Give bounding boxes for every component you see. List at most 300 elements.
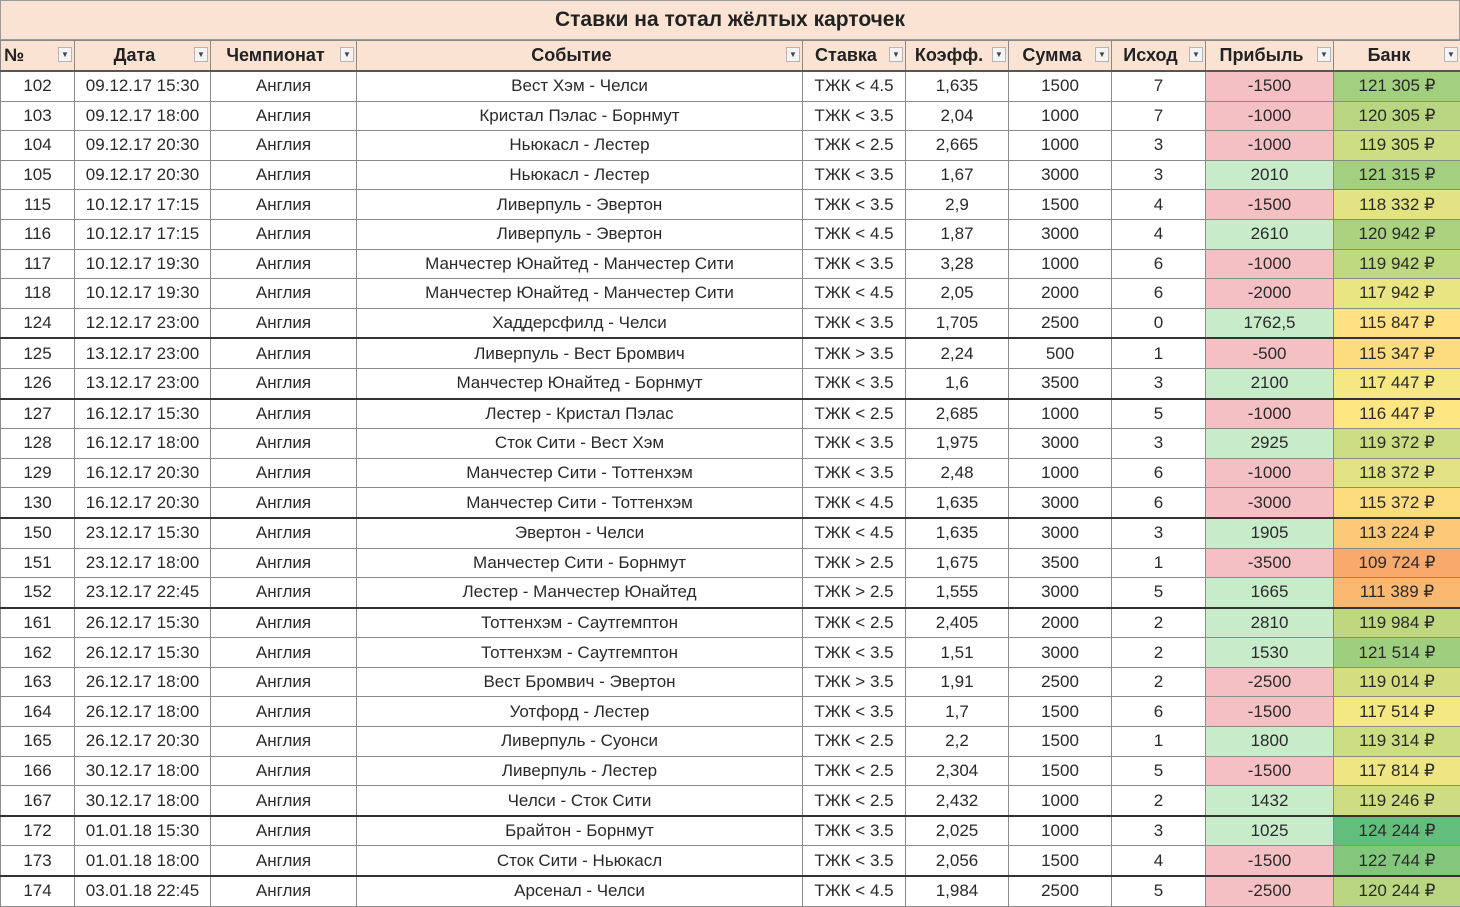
cell-stake[interactable]: 2500 bbox=[1009, 308, 1112, 338]
cell-odds[interactable]: 1,675 bbox=[906, 548, 1009, 578]
cell-event[interactable]: Лестер - Манчестер Юнайтед bbox=[357, 578, 803, 608]
cell-league[interactable]: Англия bbox=[211, 308, 357, 338]
cell-profit[interactable]: -1000 bbox=[1206, 101, 1334, 131]
cell-odds[interactable]: 1,705 bbox=[906, 308, 1009, 338]
cell-league[interactable]: Англия bbox=[211, 756, 357, 786]
cell-result[interactable]: 0 bbox=[1112, 308, 1206, 338]
table-row[interactable] bbox=[1, 727, 1460, 757]
cell-odds[interactable]: 2,304 bbox=[906, 756, 1009, 786]
cell-no[interactable]: 166 bbox=[1, 756, 75, 786]
cell-stake[interactable]: 1000 bbox=[1009, 101, 1112, 131]
cell-event[interactable]: Манчестер Сити - Тоттенхэм bbox=[357, 458, 803, 488]
cell-bet[interactable]: ТЖК < 4.5 bbox=[803, 279, 906, 309]
cell-league[interactable]: Англия bbox=[211, 368, 357, 398]
cell-bet[interactable]: ТЖК < 3.5 bbox=[803, 160, 906, 190]
cell-date[interactable]: 01.01.18 15:30 bbox=[75, 816, 211, 846]
cell-profit[interactable]: -1000 bbox=[1206, 399, 1334, 429]
cell-no[interactable]: 128 bbox=[1, 429, 75, 459]
cell-no[interactable]: 102 bbox=[1, 71, 75, 101]
cell-date[interactable]: 16.12.17 18:00 bbox=[75, 429, 211, 459]
cell-event[interactable]: Эвертон - Челси bbox=[357, 518, 803, 548]
cell-no[interactable]: 162 bbox=[1, 638, 75, 668]
cell-result[interactable]: 2 bbox=[1112, 786, 1206, 816]
cell-stake[interactable]: 3000 bbox=[1009, 638, 1112, 668]
cell-bank[interactable]: 119 984 ₽ bbox=[1334, 608, 1460, 638]
cell-bank[interactable]: 115 372 ₽ bbox=[1334, 488, 1460, 518]
cell-result[interactable]: 6 bbox=[1112, 249, 1206, 279]
table-row[interactable] bbox=[1, 638, 1460, 668]
cell-event[interactable]: Манчестер Юнайтед - Манчестер Сити bbox=[357, 279, 803, 309]
cell-event[interactable]: Тоттенхэм - Саутгемптон bbox=[357, 608, 803, 638]
cell-odds[interactable]: 1,555 bbox=[906, 578, 1009, 608]
cell-no[interactable]: 115 bbox=[1, 190, 75, 220]
column-header-bank[interactable]: Банк ▼ bbox=[1334, 41, 1460, 72]
table-row[interactable] bbox=[1, 279, 1460, 309]
cell-profit[interactable]: -2500 bbox=[1206, 667, 1334, 697]
cell-no[interactable]: 125 bbox=[1, 338, 75, 368]
cell-bank[interactable]: 120 942 ₽ bbox=[1334, 219, 1460, 249]
cell-bank[interactable]: 117 514 ₽ bbox=[1334, 697, 1460, 727]
table-row[interactable] bbox=[1, 458, 1460, 488]
cell-odds[interactable]: 2,48 bbox=[906, 458, 1009, 488]
table-row[interactable] bbox=[1, 190, 1460, 220]
table-row[interactable] bbox=[1, 488, 1460, 518]
cell-bank[interactable]: 119 314 ₽ bbox=[1334, 727, 1460, 757]
table-row[interactable] bbox=[1, 816, 1460, 846]
cell-odds[interactable]: 1,635 bbox=[906, 488, 1009, 518]
cell-bank[interactable]: 119 246 ₽ bbox=[1334, 786, 1460, 816]
cell-stake[interactable]: 1000 bbox=[1009, 249, 1112, 279]
table-row[interactable] bbox=[1, 548, 1460, 578]
table-row[interactable] bbox=[1, 608, 1460, 638]
cell-league[interactable]: Англия bbox=[211, 488, 357, 518]
cell-profit[interactable]: -1500 bbox=[1206, 756, 1334, 786]
cell-league[interactable]: Англия bbox=[211, 429, 357, 459]
cell-league[interactable]: Англия bbox=[211, 101, 357, 131]
cell-league[interactable]: Англия bbox=[211, 608, 357, 638]
cell-odds[interactable]: 2,05 bbox=[906, 279, 1009, 309]
cell-no[interactable]: 152 bbox=[1, 578, 75, 608]
cell-bank[interactable]: 117 942 ₽ bbox=[1334, 279, 1460, 309]
cell-profit[interactable]: 1762,5 bbox=[1206, 308, 1334, 338]
table-row[interactable] bbox=[1, 308, 1460, 338]
dropdown-arrow-icon[interactable]: ▼ bbox=[992, 47, 1006, 62]
cell-odds[interactable]: 1,6 bbox=[906, 368, 1009, 398]
cell-event[interactable]: Манчестер Юнайтед - Манчестер Сити bbox=[357, 249, 803, 279]
dropdown-arrow-icon[interactable]: ▼ bbox=[194, 47, 208, 62]
cell-stake[interactable]: 1000 bbox=[1009, 131, 1112, 161]
cell-league[interactable]: Англия bbox=[211, 846, 357, 876]
cell-bank[interactable]: 121 514 ₽ bbox=[1334, 638, 1460, 668]
cell-no[interactable]: 124 bbox=[1, 308, 75, 338]
cell-profit[interactable]: 1800 bbox=[1206, 727, 1334, 757]
table-row[interactable] bbox=[1, 876, 1460, 906]
cell-no[interactable]: 151 bbox=[1, 548, 75, 578]
cell-bank[interactable]: 124 244 ₽ bbox=[1334, 816, 1460, 846]
cell-profit[interactable]: -1000 bbox=[1206, 131, 1334, 161]
cell-result[interactable]: 3 bbox=[1112, 131, 1206, 161]
cell-no[interactable]: 103 bbox=[1, 101, 75, 131]
cell-stake[interactable]: 1500 bbox=[1009, 846, 1112, 876]
cell-league[interactable]: Англия bbox=[211, 667, 357, 697]
cell-event[interactable]: Сток Сити - Вест Хэм bbox=[357, 429, 803, 459]
cell-odds[interactable]: 1,635 bbox=[906, 71, 1009, 101]
cell-stake[interactable]: 3000 bbox=[1009, 518, 1112, 548]
cell-date[interactable]: 16.12.17 20:30 bbox=[75, 488, 211, 518]
cell-result[interactable]: 3 bbox=[1112, 429, 1206, 459]
cell-bank[interactable]: 117 814 ₽ bbox=[1334, 756, 1460, 786]
cell-stake[interactable]: 1500 bbox=[1009, 727, 1112, 757]
cell-profit[interactable]: -500 bbox=[1206, 338, 1334, 368]
cell-profit[interactable]: -2000 bbox=[1206, 279, 1334, 309]
table-row[interactable] bbox=[1, 160, 1460, 190]
cell-result[interactable]: 4 bbox=[1112, 846, 1206, 876]
cell-event[interactable]: Манчестер Сити - Борнмут bbox=[357, 548, 803, 578]
column-header-profit[interactable]: Прибыль ▼ bbox=[1206, 41, 1334, 72]
cell-bet[interactable]: ТЖК < 3.5 bbox=[803, 190, 906, 220]
cell-result[interactable]: 7 bbox=[1112, 101, 1206, 131]
cell-profit[interactable]: 1025 bbox=[1206, 816, 1334, 846]
cell-league[interactable]: Англия bbox=[211, 638, 357, 668]
cell-date[interactable]: 16.12.17 15:30 bbox=[75, 399, 211, 429]
cell-event[interactable]: Манчестер Юнайтед - Борнмут bbox=[357, 368, 803, 398]
cell-result[interactable]: 3 bbox=[1112, 368, 1206, 398]
cell-date[interactable]: 23.12.17 22:45 bbox=[75, 578, 211, 608]
cell-stake[interactable]: 1500 bbox=[1009, 71, 1112, 101]
cell-league[interactable]: Англия bbox=[211, 786, 357, 816]
cell-stake[interactable]: 3500 bbox=[1009, 368, 1112, 398]
cell-profit[interactable]: 2810 bbox=[1206, 608, 1334, 638]
cell-result[interactable]: 6 bbox=[1112, 458, 1206, 488]
cell-league[interactable]: Англия bbox=[211, 131, 357, 161]
cell-no[interactable]: 167 bbox=[1, 786, 75, 816]
cell-event[interactable]: Ньюкасл - Лестер bbox=[357, 131, 803, 161]
table-row[interactable] bbox=[1, 578, 1460, 608]
cell-odds[interactable]: 1,51 bbox=[906, 638, 1009, 668]
cell-bet[interactable]: ТЖК < 4.5 bbox=[803, 876, 906, 906]
cell-bank[interactable]: 119 372 ₽ bbox=[1334, 429, 1460, 459]
cell-stake[interactable]: 2000 bbox=[1009, 608, 1112, 638]
table-row[interactable] bbox=[1, 368, 1460, 398]
cell-date[interactable]: 10.12.17 17:15 bbox=[75, 190, 211, 220]
cell-stake[interactable]: 3000 bbox=[1009, 219, 1112, 249]
cell-event[interactable]: Брайтон - Борнмут bbox=[357, 816, 803, 846]
cell-result[interactable]: 2 bbox=[1112, 608, 1206, 638]
cell-bet[interactable]: ТЖК < 4.5 bbox=[803, 518, 906, 548]
cell-bet[interactable]: ТЖК < 3.5 bbox=[803, 458, 906, 488]
cell-league[interactable]: Англия bbox=[211, 458, 357, 488]
cell-league[interactable]: Англия bbox=[211, 518, 357, 548]
cell-result[interactable]: 3 bbox=[1112, 816, 1206, 846]
cell-stake[interactable]: 1000 bbox=[1009, 816, 1112, 846]
cell-result[interactable]: 2 bbox=[1112, 667, 1206, 697]
dropdown-arrow-icon[interactable]: ▼ bbox=[1095, 47, 1109, 62]
cell-date[interactable]: 26.12.17 18:00 bbox=[75, 697, 211, 727]
cell-league[interactable]: Англия bbox=[211, 71, 357, 101]
cell-event[interactable]: Сток Сити - Ньюкасл bbox=[357, 846, 803, 876]
cell-result[interactable]: 3 bbox=[1112, 160, 1206, 190]
cell-profit[interactable]: 2100 bbox=[1206, 368, 1334, 398]
cell-odds[interactable]: 2,056 bbox=[906, 846, 1009, 876]
table-row[interactable] bbox=[1, 101, 1460, 131]
cell-odds[interactable]: 1,91 bbox=[906, 667, 1009, 697]
cell-bank[interactable]: 118 372 ₽ bbox=[1334, 458, 1460, 488]
cell-no[interactable]: 126 bbox=[1, 368, 75, 398]
cell-result[interactable]: 1 bbox=[1112, 338, 1206, 368]
cell-stake[interactable]: 1500 bbox=[1009, 190, 1112, 220]
cell-odds[interactable]: 1,87 bbox=[906, 219, 1009, 249]
cell-bet[interactable]: ТЖК < 2.5 bbox=[803, 131, 906, 161]
cell-bank[interactable]: 111 389 ₽ bbox=[1334, 578, 1460, 608]
cell-odds[interactable]: 2,9 bbox=[906, 190, 1009, 220]
cell-bank[interactable]: 122 744 ₽ bbox=[1334, 846, 1460, 876]
cell-event[interactable]: Манчестер Сити - Тоттенхэм bbox=[357, 488, 803, 518]
cell-league[interactable]: Англия bbox=[211, 399, 357, 429]
cell-odds[interactable]: 2,685 bbox=[906, 399, 1009, 429]
cell-bet[interactable]: ТЖК < 2.5 bbox=[803, 786, 906, 816]
cell-date[interactable]: 09.12.17 20:30 bbox=[75, 131, 211, 161]
dropdown-arrow-icon[interactable]: ▼ bbox=[1444, 47, 1458, 62]
cell-bet[interactable]: ТЖК < 3.5 bbox=[803, 368, 906, 398]
cell-bet[interactable]: ТЖК < 3.5 bbox=[803, 638, 906, 668]
cell-profit[interactable]: -3000 bbox=[1206, 488, 1334, 518]
cell-league[interactable]: Англия bbox=[211, 219, 357, 249]
cell-stake[interactable]: 2000 bbox=[1009, 279, 1112, 309]
cell-date[interactable]: 26.12.17 18:00 bbox=[75, 667, 211, 697]
cell-stake[interactable]: 3000 bbox=[1009, 160, 1112, 190]
cell-result[interactable]: 5 bbox=[1112, 399, 1206, 429]
cell-bet[interactable]: ТЖК > 2.5 bbox=[803, 548, 906, 578]
cell-event[interactable]: Тоттенхэм - Саутгемптон bbox=[357, 638, 803, 668]
table-row[interactable] bbox=[1, 249, 1460, 279]
cell-no[interactable]: 129 bbox=[1, 458, 75, 488]
cell-event[interactable]: Ливерпуль - Эвертон bbox=[357, 219, 803, 249]
cell-stake[interactable]: 1000 bbox=[1009, 458, 1112, 488]
column-header-stake[interactable]: Сумма ▼ bbox=[1009, 41, 1112, 72]
column-header-bet[interactable]: Ставка ▼ bbox=[803, 41, 906, 72]
cell-bank[interactable]: 113 224 ₽ bbox=[1334, 518, 1460, 548]
cell-odds[interactable]: 2,025 bbox=[906, 816, 1009, 846]
cell-profit[interactable]: -1500 bbox=[1206, 71, 1334, 101]
cell-event[interactable]: Лестер - Кристал Пэлас bbox=[357, 399, 803, 429]
cell-event[interactable]: Ливерпуль - Лестер bbox=[357, 756, 803, 786]
table-row[interactable] bbox=[1, 71, 1460, 101]
cell-profit[interactable]: 1665 bbox=[1206, 578, 1334, 608]
cell-date[interactable]: 03.01.18 22:45 bbox=[75, 876, 211, 906]
cell-odds[interactable]: 2,665 bbox=[906, 131, 1009, 161]
cell-stake[interactable]: 1500 bbox=[1009, 756, 1112, 786]
cell-odds[interactable]: 2,04 bbox=[906, 101, 1009, 131]
cell-league[interactable]: Англия bbox=[211, 249, 357, 279]
table-row[interactable] bbox=[1, 786, 1460, 816]
cell-odds[interactable]: 1,67 bbox=[906, 160, 1009, 190]
table-row[interactable] bbox=[1, 399, 1460, 429]
cell-bet[interactable]: ТЖК > 3.5 bbox=[803, 338, 906, 368]
cell-league[interactable]: Англия bbox=[211, 190, 357, 220]
dropdown-arrow-icon[interactable]: ▼ bbox=[1317, 47, 1331, 62]
cell-no[interactable]: 150 bbox=[1, 518, 75, 548]
cell-profit[interactable]: -1500 bbox=[1206, 846, 1334, 876]
cell-event[interactable]: Арсенал - Челси bbox=[357, 876, 803, 906]
cell-bank[interactable]: 118 332 ₽ bbox=[1334, 190, 1460, 220]
cell-date[interactable]: 10.12.17 17:15 bbox=[75, 219, 211, 249]
cell-bet[interactable]: ТЖК < 4.5 bbox=[803, 488, 906, 518]
cell-profit[interactable]: 1432 bbox=[1206, 786, 1334, 816]
column-header-date[interactable]: Дата ▼ bbox=[75, 41, 211, 72]
cell-profit[interactable]: -1500 bbox=[1206, 190, 1334, 220]
dropdown-arrow-icon[interactable]: ▼ bbox=[786, 47, 800, 62]
cell-league[interactable]: Англия bbox=[211, 338, 357, 368]
cell-event[interactable]: Кристал Пэлас - Борнмут bbox=[357, 101, 803, 131]
cell-no[interactable]: 165 bbox=[1, 727, 75, 757]
cell-bet[interactable]: ТЖК < 3.5 bbox=[803, 249, 906, 279]
table-row[interactable] bbox=[1, 697, 1460, 727]
cell-profit[interactable]: 2925 bbox=[1206, 429, 1334, 459]
column-header-event[interactable]: Событие ▼ bbox=[357, 41, 803, 72]
cell-odds[interactable]: 1,635 bbox=[906, 518, 1009, 548]
cell-date[interactable]: 09.12.17 18:00 bbox=[75, 101, 211, 131]
cell-profit[interactable]: 2010 bbox=[1206, 160, 1334, 190]
cell-stake[interactable]: 500 bbox=[1009, 338, 1112, 368]
cell-bank[interactable]: 116 447 ₽ bbox=[1334, 399, 1460, 429]
cell-profit[interactable]: -3500 bbox=[1206, 548, 1334, 578]
cell-no[interactable]: 161 bbox=[1, 608, 75, 638]
cell-date[interactable]: 26.12.17 20:30 bbox=[75, 727, 211, 757]
cell-odds[interactable]: 2,24 bbox=[906, 338, 1009, 368]
cell-date[interactable]: 10.12.17 19:30 bbox=[75, 279, 211, 309]
cell-event[interactable]: Вест Хэм - Челси bbox=[357, 71, 803, 101]
cell-no[interactable]: 117 bbox=[1, 249, 75, 279]
cell-odds[interactable]: 1,984 bbox=[906, 876, 1009, 906]
cell-event[interactable]: Вест Бромвич - Эвертон bbox=[357, 667, 803, 697]
cell-no[interactable]: 105 bbox=[1, 160, 75, 190]
column-header-result[interactable]: Исход ▼ bbox=[1112, 41, 1206, 72]
cell-odds[interactable]: 2,432 bbox=[906, 786, 1009, 816]
cell-date[interactable]: 26.12.17 15:30 bbox=[75, 638, 211, 668]
cell-bank[interactable]: 120 305 ₽ bbox=[1334, 101, 1460, 131]
cell-profit[interactable]: -1500 bbox=[1206, 697, 1334, 727]
cell-bank[interactable]: 119 942 ₽ bbox=[1334, 249, 1460, 279]
column-header-league[interactable]: Чемпионат ▼ bbox=[211, 41, 357, 72]
cell-bank[interactable]: 117 447 ₽ bbox=[1334, 368, 1460, 398]
cell-stake[interactable]: 3000 bbox=[1009, 429, 1112, 459]
cell-odds[interactable]: 2,2 bbox=[906, 727, 1009, 757]
cell-bank[interactable]: 109 724 ₽ bbox=[1334, 548, 1460, 578]
cell-bet[interactable]: ТЖК < 3.5 bbox=[803, 846, 906, 876]
table-row[interactable] bbox=[1, 756, 1460, 786]
filter-active-icon[interactable]: ▼ bbox=[58, 47, 72, 62]
cell-profit[interactable]: 1530 bbox=[1206, 638, 1334, 668]
cell-bet[interactable]: ТЖК > 3.5 bbox=[803, 667, 906, 697]
cell-result[interactable]: 7 bbox=[1112, 71, 1206, 101]
cell-result[interactable]: 5 bbox=[1112, 756, 1206, 786]
cell-result[interactable]: 6 bbox=[1112, 279, 1206, 309]
cell-league[interactable]: Англия bbox=[211, 727, 357, 757]
cell-profit[interactable]: -1000 bbox=[1206, 458, 1334, 488]
table-row[interactable] bbox=[1, 518, 1460, 548]
cell-date[interactable]: 26.12.17 15:30 bbox=[75, 608, 211, 638]
cell-stake[interactable]: 3000 bbox=[1009, 578, 1112, 608]
cell-bet[interactable]: ТЖК < 3.5 bbox=[803, 101, 906, 131]
cell-no[interactable]: 163 bbox=[1, 667, 75, 697]
cell-league[interactable]: Англия bbox=[211, 816, 357, 846]
cell-bank[interactable]: 115 847 ₽ bbox=[1334, 308, 1460, 338]
cell-bet[interactable]: ТЖК < 4.5 bbox=[803, 219, 906, 249]
cell-result[interactable]: 4 bbox=[1112, 219, 1206, 249]
cell-date[interactable]: 30.12.17 18:00 bbox=[75, 756, 211, 786]
cell-event[interactable]: Ливерпуль - Эвертон bbox=[357, 190, 803, 220]
column-header-no[interactable]: № ▼ bbox=[1, 41, 75, 72]
cell-event[interactable]: Уотфорд - Лестер bbox=[357, 697, 803, 727]
cell-date[interactable]: 10.12.17 19:30 bbox=[75, 249, 211, 279]
cell-event[interactable]: Ньюкасл - Лестер bbox=[357, 160, 803, 190]
cell-bet[interactable]: ТЖК < 2.5 bbox=[803, 727, 906, 757]
cell-event[interactable]: Ливерпуль - Вест Бромвич bbox=[357, 338, 803, 368]
cell-bet[interactable]: ТЖК > 2.5 bbox=[803, 578, 906, 608]
cell-no[interactable]: 172 bbox=[1, 816, 75, 846]
cell-result[interactable]: 5 bbox=[1112, 876, 1206, 906]
cell-event[interactable]: Ливерпуль - Суонси bbox=[357, 727, 803, 757]
cell-no[interactable]: 130 bbox=[1, 488, 75, 518]
cell-date[interactable]: 09.12.17 20:30 bbox=[75, 160, 211, 190]
filter-active-icon[interactable]: ▼ bbox=[340, 47, 354, 62]
dropdown-arrow-icon[interactable]: ▼ bbox=[889, 47, 903, 62]
cell-stake[interactable]: 1000 bbox=[1009, 399, 1112, 429]
column-header-odds[interactable]: Коэфф. ▼ bbox=[906, 41, 1009, 72]
cell-bank[interactable]: 119 014 ₽ bbox=[1334, 667, 1460, 697]
cell-result[interactable]: 1 bbox=[1112, 727, 1206, 757]
cell-bet[interactable]: ТЖК < 4.5 bbox=[803, 71, 906, 101]
cell-result[interactable]: 2 bbox=[1112, 638, 1206, 668]
cell-stake[interactable]: 1500 bbox=[1009, 697, 1112, 727]
cell-league[interactable]: Англия bbox=[211, 876, 357, 906]
table-row[interactable] bbox=[1, 846, 1460, 876]
cell-bet[interactable]: ТЖК < 3.5 bbox=[803, 697, 906, 727]
cell-result[interactable]: 5 bbox=[1112, 578, 1206, 608]
cell-result[interactable]: 6 bbox=[1112, 697, 1206, 727]
cell-league[interactable]: Англия bbox=[211, 279, 357, 309]
cell-stake[interactable]: 1000 bbox=[1009, 786, 1112, 816]
cell-odds[interactable]: 1,975 bbox=[906, 429, 1009, 459]
cell-result[interactable]: 3 bbox=[1112, 518, 1206, 548]
cell-league[interactable]: Англия bbox=[211, 160, 357, 190]
cell-profit[interactable]: -1000 bbox=[1206, 249, 1334, 279]
cell-no[interactable]: 104 bbox=[1, 131, 75, 161]
cell-date[interactable]: 30.12.17 18:00 bbox=[75, 786, 211, 816]
cell-profit[interactable]: 2610 bbox=[1206, 219, 1334, 249]
cell-no[interactable]: 173 bbox=[1, 846, 75, 876]
table-row[interactable] bbox=[1, 219, 1460, 249]
dropdown-arrow-icon[interactable]: ▼ bbox=[1189, 47, 1203, 62]
cell-date[interactable]: 01.01.18 18:00 bbox=[75, 846, 211, 876]
cell-no[interactable]: 127 bbox=[1, 399, 75, 429]
cell-profit[interactable]: -2500 bbox=[1206, 876, 1334, 906]
cell-league[interactable]: Англия bbox=[211, 578, 357, 608]
cell-no[interactable]: 174 bbox=[1, 876, 75, 906]
cell-no[interactable]: 118 bbox=[1, 279, 75, 309]
cell-bank[interactable]: 121 305 ₽ bbox=[1334, 71, 1460, 101]
cell-league[interactable]: Англия bbox=[211, 548, 357, 578]
cell-stake[interactable]: 3000 bbox=[1009, 488, 1112, 518]
cell-date[interactable]: 09.12.17 15:30 bbox=[75, 71, 211, 101]
table-row[interactable] bbox=[1, 131, 1460, 161]
cell-league[interactable]: Англия bbox=[211, 697, 357, 727]
cell-bet[interactable]: ТЖК < 3.5 bbox=[803, 429, 906, 459]
cell-odds[interactable]: 2,405 bbox=[906, 608, 1009, 638]
cell-bank[interactable]: 120 244 ₽ bbox=[1334, 876, 1460, 906]
cell-event[interactable]: Челси - Сток Сити bbox=[357, 786, 803, 816]
cell-bank[interactable]: 115 347 ₽ bbox=[1334, 338, 1460, 368]
